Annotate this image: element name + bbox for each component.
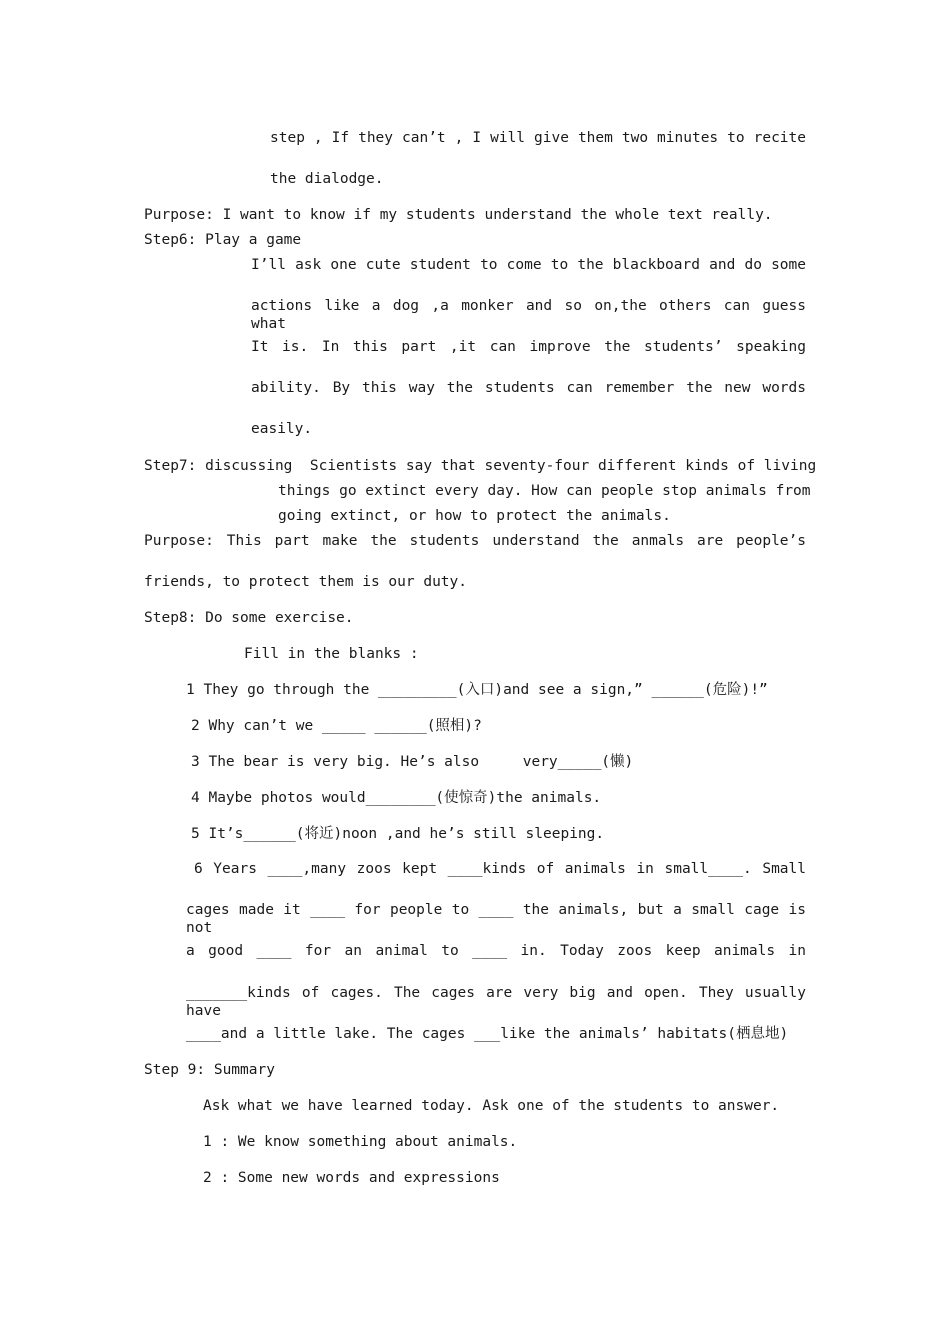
purpose-1: Purpose: I want to know if my students understand the whole text really. — [144, 207, 773, 223]
step6-line-1: I’ll ask one cute student to come to the blackboard and do some — [251, 257, 806, 273]
step7-line-3: going extinct, or how to protect the animals. — [278, 508, 671, 524]
step6-line-5: easily. — [251, 421, 313, 437]
fill-in-blanks-label: Fill in the blanks : — [244, 646, 419, 662]
exercise-item-6-line-3: a good ____ for an animal to ____ in. Today zoos keep animals in — [186, 943, 806, 959]
step5-continuation-line-2: the dialodge. — [270, 171, 384, 187]
step9-line-2: 1 : We know something about animals. — [203, 1134, 518, 1150]
exercise-item-6-line-1: 6 Years ____,many zoos kept ____kinds of animals in small____. Small — [194, 861, 806, 877]
step7-line-1: Step7: discussing Scientists say that seventy-four different kinds of living — [144, 458, 817, 474]
step9-line-3: 2 : Some new words and expressions — [203, 1170, 500, 1186]
step6-heading: Step6: Play a game — [144, 232, 302, 248]
step9-heading: Step 9: Summary — [144, 1062, 275, 1078]
purpose-2-line-1: Purpose: This part make the students understand the anmals are people’s — [144, 533, 806, 549]
exercise-item-6-line-2: cages made it ____ for people to ____ the animals, but a small cage is not — [186, 902, 806, 936]
purpose-2-line-2: friends, to protect them is our duty. — [144, 574, 468, 590]
step8-heading: Step8: Do some exercise. — [144, 610, 354, 626]
step6-line-3: It is. In this part ,it can improve the students’ speaking — [251, 339, 806, 355]
exercise-item-4: 4 Maybe photos would________(使惊奇)the animals. — [191, 790, 602, 806]
step6-line-2: actions like a dog ,a monker and so on,the others can guess what — [251, 298, 806, 332]
exercise-item-3: 3 The bear is very big. He’s also very_____(懒) — [191, 754, 634, 770]
exercise-item-6-line-4: _______kinds of cages. The cages are very big and open. They usually have — [186, 985, 806, 1019]
exercise-item-1: 1 They go through the _________(入口)and see a sign,” ______(危险)!” — [186, 682, 768, 698]
exercise-item-6-line-5: ____and a little lake. The cages ___like the animals’ habitats(栖息地) — [186, 1026, 789, 1042]
step7-line-2: things go extinct every day. How can people stop animals from — [278, 483, 811, 499]
step9-line-1: Ask what we have learned today. Ask one of the students to answer. — [203, 1098, 780, 1114]
exercise-item-5: 5 It’s______(将近)noon ,and he’s still sleeping. — [191, 826, 605, 842]
step5-continuation-line-1: step , If they can’t , I will give them two minutes to recite — [270, 130, 806, 146]
step6-line-4: ability. By this way the students can remember the new words — [251, 380, 806, 396]
exercise-item-2: 2 Why can’t we _____ ______(照相)? — [191, 718, 482, 734]
